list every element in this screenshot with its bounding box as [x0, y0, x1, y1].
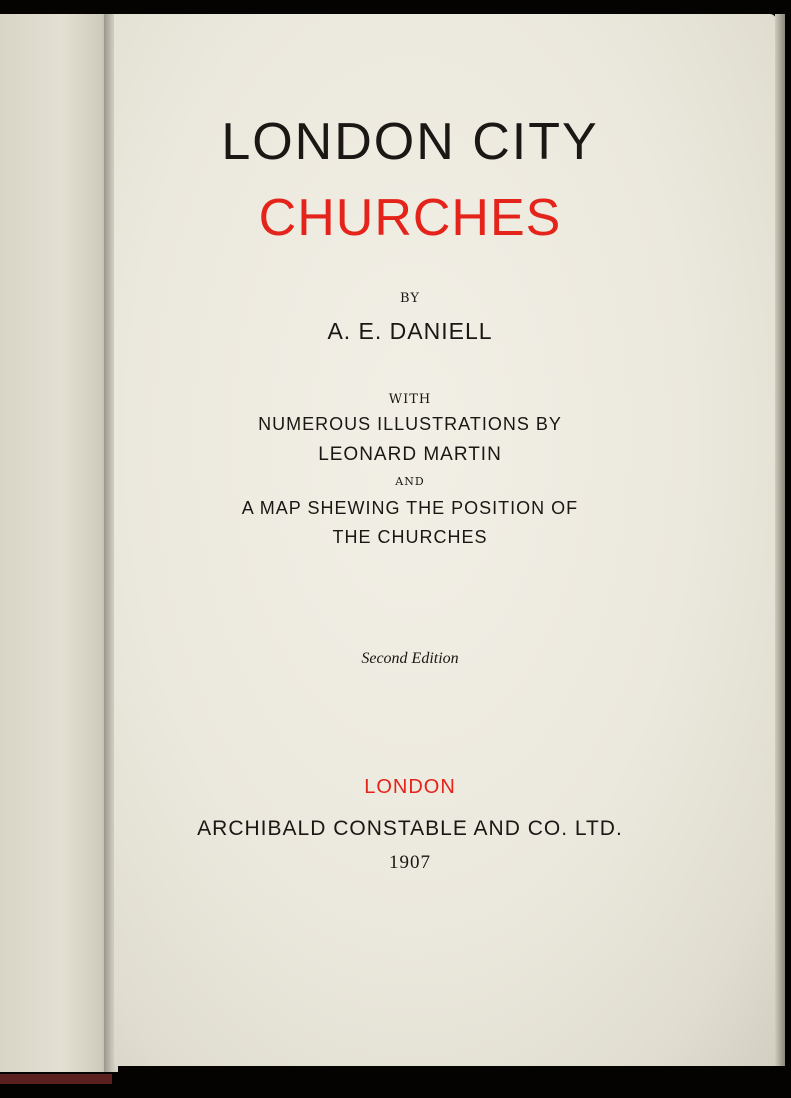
title-line-2: CHURCHES	[258, 189, 562, 247]
binding-edge	[0, 1074, 112, 1084]
publication-place: LONDON	[364, 776, 456, 798]
map-line-1: A MAP SHEWING THE POSITION OF	[241, 498, 579, 518]
left-page	[0, 14, 112, 1072]
illustrator-name: LEONARD MARTIN	[318, 444, 502, 465]
publication-year: 1907	[389, 852, 431, 873]
with-label: WITH	[388, 392, 432, 407]
page-edge	[775, 14, 785, 1066]
author-name: A. E. DANIELL	[327, 318, 493, 344]
publisher-name: ARCHIBALD CONSTABLE AND CO. LTD.	[197, 817, 623, 840]
illustrations-line: NUMEROUS ILLUSTRATIONS BY	[258, 414, 562, 434]
by-label: BY	[400, 291, 420, 306]
title-line-1: LONDON CITY	[221, 113, 599, 171]
map-line-2: THE CHURCHES	[332, 527, 488, 547]
and-label: AND	[395, 475, 425, 488]
edition-label: Second Edition	[361, 650, 459, 667]
